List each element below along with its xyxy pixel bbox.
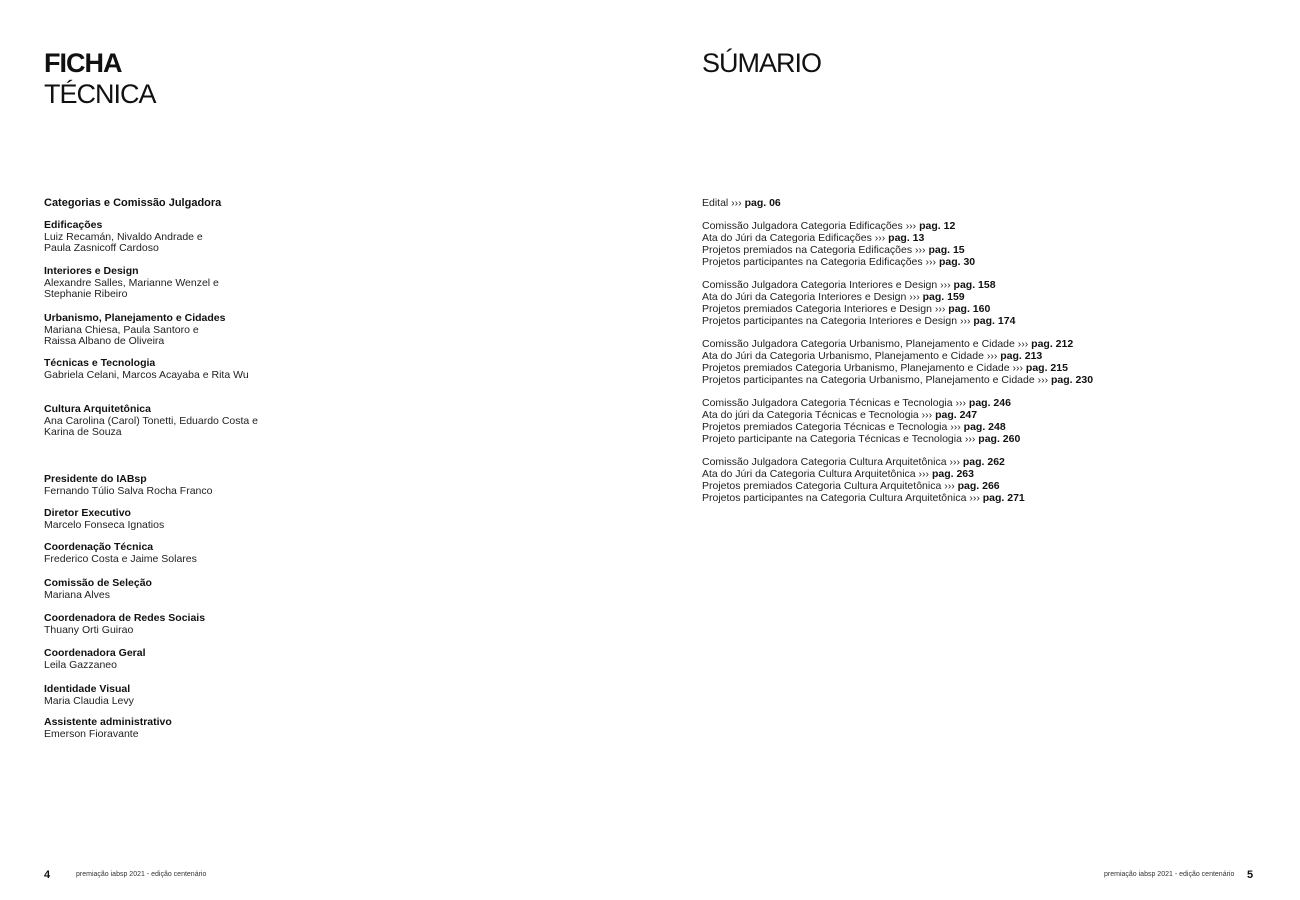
toc-entry [702, 492, 1262, 504]
credit-block [44, 474, 284, 497]
toc-page-ref: pag. 246 [968, 397, 1011, 409]
credit-block [44, 358, 284, 381]
toc-entry-title: Projetos premiados na Categoria Edificações ››› [702, 244, 929, 256]
toc-entry-title: Comissão Julgadora Categoria Técnicas e Tecnologia ››› [702, 397, 969, 409]
right-page [650, 0, 1300, 900]
toc-page-ref: pag. 159 [922, 291, 965, 303]
credit-names: Maria Claudia Levy [44, 694, 134, 707]
toc-entry [702, 374, 1262, 386]
toc-entry-title: Ata do Júri da Categoria Interiores e Design ››› [702, 291, 923, 303]
toc-group [702, 456, 1262, 504]
footer-text-left: premiação iabsp 2021 - edição centenário [76, 871, 207, 878]
credit-names: Raissa Albano de Oliveira [44, 335, 165, 347]
toc-entry-title: Comissão Julgadora Categoria Interiores e Design ››› [702, 279, 954, 291]
toc-entry-title: Projetos premiados Categoria Cultura Arquitetônica ››› [702, 480, 958, 492]
credit-role: Coordenadora de Redes Sociais [44, 612, 206, 624]
toc-entry-title: Projetos participantes na Categoria Cultura Arquitetônica ››› [702, 492, 983, 504]
ficha-title: FICHA [44, 48, 122, 78]
credit-block [44, 266, 284, 301]
toc-entry-title: Projeto participante na Categoria Técnicas e Tecnologia ››› [702, 433, 979, 445]
credit-block [44, 648, 284, 671]
toc-entry-title: Ata do júri da Categoria Técnicas e Tecnologia ››› [702, 409, 936, 421]
toc-page-ref: pag. 260 [978, 433, 1021, 445]
toc-group [702, 338, 1262, 386]
credit-role: Coordenação Técnica [44, 541, 154, 553]
credit-block [44, 220, 284, 255]
credit-role: Técnicas e Tecnologia [44, 357, 156, 369]
toc-page-ref: pag. 160 [948, 303, 991, 315]
toc-entry [702, 468, 1262, 480]
toc-entry-title: Ata do Júri da Categoria Urbanismo, Planejamento e Cidade ››› [702, 350, 1001, 362]
toc-page-ref: pag. 247 [935, 409, 978, 421]
toc-entry [702, 220, 1262, 232]
toc-entry [702, 421, 1262, 433]
toc-group [702, 279, 1262, 327]
credit-names: Marcelo Fonseca Ignatios [44, 518, 165, 531]
toc-group [702, 197, 1262, 209]
tecnica-title: TÉCNICA [44, 79, 156, 109]
toc-entry-title: Ata do Júri da Categoria Cultura Arquitetônica ››› [702, 468, 932, 480]
credit-names: Frederico Costa e Jaime Solares [44, 552, 197, 565]
toc-page-ref: pag. 06 [744, 197, 781, 209]
toc-entry [702, 350, 1262, 362]
credit-names: Fernando Túlio Salva Rocha Franco [44, 484, 213, 497]
toc-entry-title: Projetos participantes na Categoria Interiores e Design ››› [702, 315, 974, 327]
toc-page-ref: pag. 263 [931, 468, 974, 480]
toc-entry [702, 397, 1262, 409]
toc-page-ref: pag. 271 [982, 492, 1025, 504]
credit-role: Comissão de Seleção [44, 577, 152, 589]
toc-page-ref: pag. 213 [1000, 350, 1043, 362]
toc-entry-title: Projetos premiados Categoria Técnicas e Tecnologia ››› [702, 421, 964, 433]
toc-group [702, 397, 1262, 445]
credit-block [44, 613, 284, 636]
toc-entry-title: Comissão Julgadora Categoria Edificações ››› [702, 220, 920, 232]
toc-entry-title: Projetos participantes na Categoria Urbanismo, Planejamento e Cidade ››› [702, 374, 1052, 386]
toc-entry [702, 303, 1262, 315]
credit-role: Edificações [44, 219, 103, 231]
credit-block [44, 542, 284, 565]
credit-names: Stephanie Ribeiro [44, 288, 128, 300]
credit-role: Presidente do IABsp [44, 473, 147, 485]
toc-page-ref: pag. 230 [1051, 374, 1094, 386]
toc-page-ref: pag. 15 [928, 244, 965, 256]
credit-names: Mariana Chiesa, Paula Santoro e [44, 323, 199, 336]
toc-entry [702, 338, 1262, 350]
toc-page-ref: pag. 266 [957, 480, 1000, 492]
toc-entry-title: Comissão Julgadora Categoria Urbanismo, Planejamento e Cidade ››› [702, 338, 1032, 350]
toc-entry [702, 433, 1262, 445]
toc-entry-title: Ata do Júri da Categoria Edificações ››› [702, 232, 889, 244]
toc-entry [702, 315, 1262, 327]
credit-block [44, 684, 284, 707]
credit-role: Diretor Executivo [44, 507, 131, 519]
toc-page-ref: pag. 174 [973, 315, 1016, 327]
credit-names: Emerson Fioravante [44, 727, 139, 740]
ficha-heading: Categorias e Comissão Julgadora [44, 197, 222, 209]
credit-role: Cultura Arquitetônica [44, 403, 151, 415]
credit-role: Assistente administrativo [44, 716, 172, 728]
credit-block [44, 717, 284, 740]
credit-role: Urbanismo, Planejamento e Cidades [44, 312, 226, 324]
toc-group [702, 220, 1262, 268]
toc-entry [702, 291, 1262, 303]
page-number-right: 5 [1247, 869, 1254, 881]
credit-names: Gabriela Celani, Marcos Acayaba e Rita Wu [44, 368, 249, 381]
toc-entry-title: Projetos premiados Categoria Urbanismo, Planejamento e Cidade ››› [702, 362, 1026, 374]
credit-block [44, 313, 284, 348]
credit-role: Identidade Visual [44, 683, 131, 695]
toc-page-ref: pag. 262 [962, 456, 1005, 468]
toc-page-ref: pag. 13 [888, 232, 925, 244]
toc-entry [702, 232, 1262, 244]
toc-page-ref: pag. 12 [919, 220, 956, 232]
toc-entry [702, 244, 1262, 256]
credit-role: Coordenadora Geral [44, 647, 146, 659]
credit-names: Thuany Orti Guirao [44, 623, 134, 636]
toc-entry [702, 480, 1262, 492]
credit-names: Karina de Souza [44, 426, 122, 438]
toc-page-ref: pag. 158 [953, 279, 996, 291]
toc-entry [702, 409, 1262, 421]
credit-block [44, 578, 284, 601]
toc-entry-title: Comissão Julgadora Categoria Cultura Arquitetônica ››› [702, 456, 963, 468]
toc-page-ref: pag. 215 [1025, 362, 1068, 374]
sumario-title: SÚMARIO [702, 48, 822, 78]
credit-names: Alexandre Salles, Marianne Wenzel e [44, 276, 219, 289]
toc-entry [702, 279, 1262, 291]
credit-block [44, 404, 284, 439]
credit-names: Paula Zasnicoff Cardoso [44, 242, 159, 254]
toc-entry [702, 362, 1262, 374]
credit-names: Leila Gazzaneo [44, 658, 117, 671]
page-number-left: 4 [44, 869, 51, 881]
toc-page-ref: pag. 248 [963, 421, 1006, 433]
toc-entry [702, 197, 1262, 209]
toc-entry [702, 456, 1262, 468]
toc-entry-title: Edital ››› [702, 197, 745, 209]
credit-names: Ana Carolina (Carol) Tonetti, Eduardo Costa e [44, 414, 259, 427]
toc-page-ref: pag. 212 [1031, 338, 1074, 350]
credit-names: Luiz Recamán, Nivaldo Andrade e [44, 230, 203, 243]
credit-names: Mariana Alves [44, 588, 110, 601]
credit-role: Interiores e Design [44, 265, 139, 277]
table-of-contents [702, 197, 1262, 515]
footer-text-right: premiação iabsp 2021 - edição centenário [1104, 871, 1235, 878]
toc-entry-title: Projetos participantes na Categoria Edificações ››› [702, 256, 939, 268]
credit-block [44, 508, 284, 531]
toc-page-ref: pag. 30 [938, 256, 976, 268]
toc-entry [702, 256, 1262, 268]
toc-entry-title: Projetos premiados Categoria Interiores e Design ››› [702, 303, 949, 315]
